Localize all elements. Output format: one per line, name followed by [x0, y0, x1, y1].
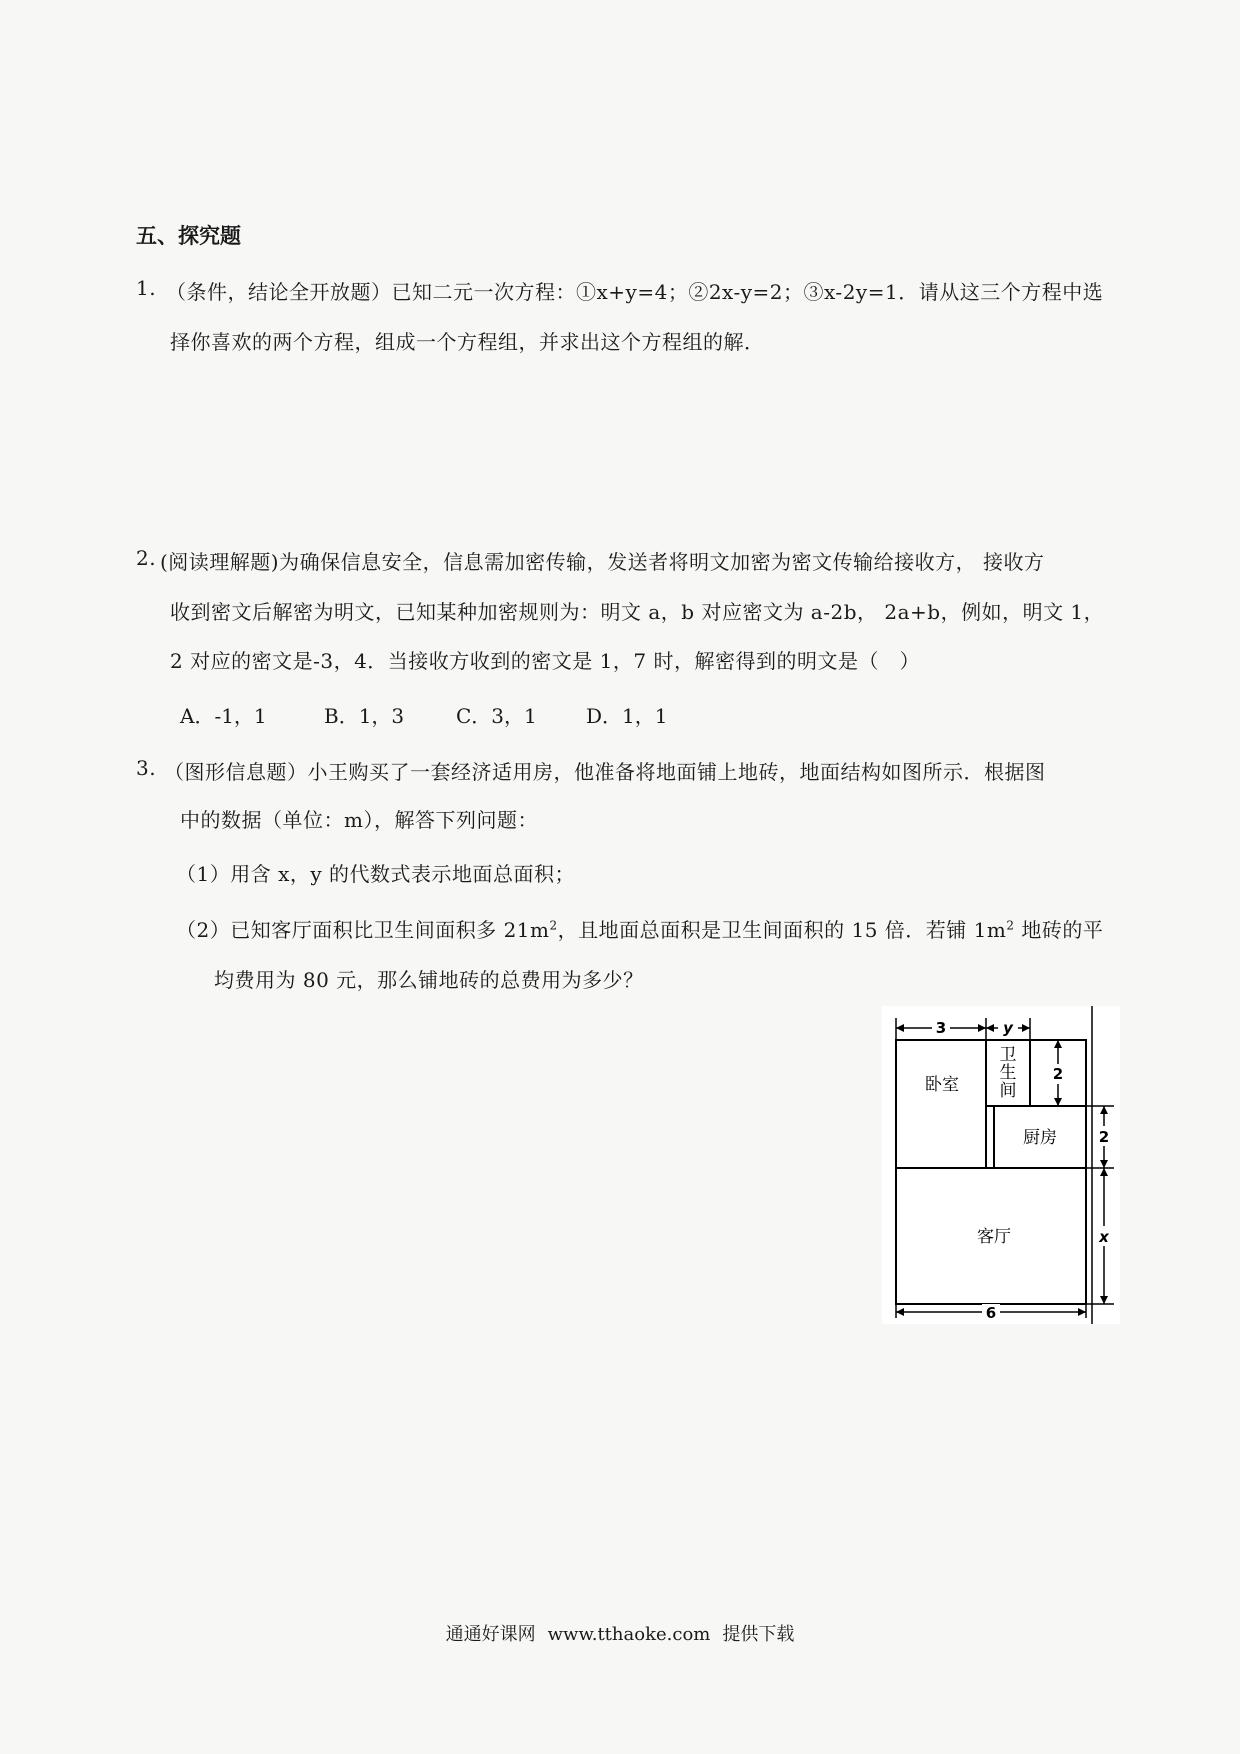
- q2-option-a: A．-1，1: [180, 704, 267, 728]
- q3-sub1: （1）用含 x，y 的代数式表示地面总面积；: [176, 862, 576, 886]
- footer-url[interactable]: www.tthaoke.com: [547, 1624, 711, 1645]
- footer-site-name: 通通好课网: [445, 1624, 536, 1645]
- room-bathroom-3: 间: [999, 1081, 1017, 1101]
- q2-line3: 2 对应的密文是-3，4．当接收方收到的密文是 1，7 时，解密得到的明文是（ ）: [170, 649, 920, 673]
- footer: [0, 1620, 1240, 1646]
- q1-number: 1.: [136, 276, 157, 300]
- q2-options: [180, 700, 667, 729]
- q2-option-c: C．3，1: [456, 704, 537, 728]
- q3-line1: （图形信息题）小王购买了一套经济适用房，他准备将地面铺上地砖，地面结构如图所示．根据图: [164, 760, 1046, 784]
- room-living: 客厅: [977, 1227, 1011, 1247]
- dim-label-y: y: [1003, 1019, 1013, 1037]
- dim-label-3: 3: [935, 1019, 947, 1037]
- room-bathroom-1: 卫: [999, 1045, 1017, 1065]
- q1-line2: 择你喜欢的两个方程，组成一个方程组，并求出这个方程组的解．: [170, 330, 765, 354]
- q2-option-d: D．1，1: [586, 704, 668, 728]
- dim-label-kitchen-2: 2: [1098, 1128, 1110, 1146]
- dim-label-x: x: [1099, 1228, 1109, 1246]
- room-bedroom: 卧室: [925, 1075, 959, 1095]
- room-bathroom-2: 生: [999, 1063, 1017, 1083]
- q3-sub2: （2）已知客厅面积比卫生间面积多 $21m^2$，且地面总面积是卫生间面积的 15 倍．若铺 $1m^2$ 地砖的平: [176, 918, 1104, 942]
- dim-label-6: 6: [985, 1304, 997, 1322]
- section-title: 五、探究题: [136, 224, 241, 248]
- q2-line2: 收到密文后解密为明文，已知某种加密规则为：明文 a，b 对应密文为 a-2b， 2a+b，例如，明文 1，: [170, 600, 1105, 624]
- q1-line1: （条件，结论全开放题）已知二元一次方程：①x+y=4；②2x-y=2；③x-2y=1．请从这三个方程中选: [166, 280, 1104, 304]
- q3-sub2-line2: 均费用为 80 元，那么铺地砖的总费用为多少？: [214, 968, 644, 992]
- q3-line2: 中的数据（单位：m），解答下列问题：: [180, 808, 538, 832]
- q3-sup-1: 2: [549, 918, 558, 933]
- q3-sup-2: 2: [1006, 918, 1015, 933]
- q2-option-b: B．1，3: [324, 704, 405, 728]
- q3-number: 3.: [136, 756, 157, 780]
- floor-plan-figure: [882, 1006, 1120, 1324]
- room-kitchen: 厨房: [1023, 1128, 1057, 1148]
- footer-action: 提供下载: [722, 1624, 795, 1645]
- q2-number: 2.: [136, 546, 157, 570]
- q2-line1: (阅读理解题)为确保信息安全，信息需加密传输，发送者将明文加密为密文传输给接收方， 接收方: [160, 550, 1045, 574]
- dim-label-bath-2: 2: [1052, 1065, 1064, 1083]
